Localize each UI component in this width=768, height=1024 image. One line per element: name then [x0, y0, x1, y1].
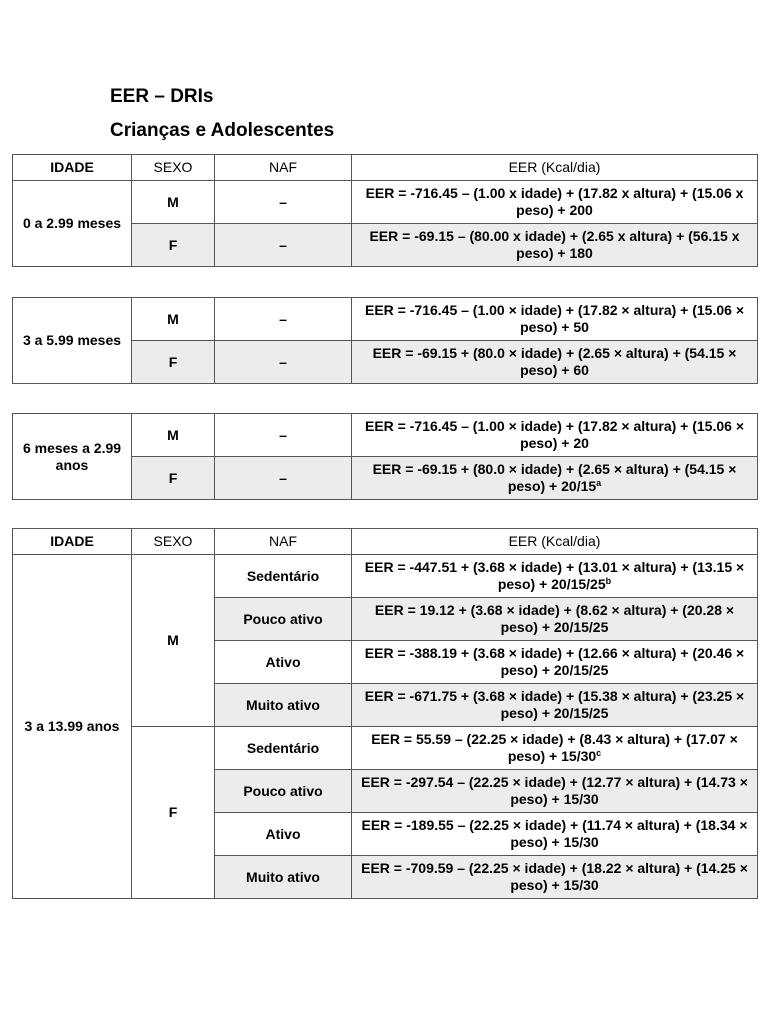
- page-title: EER – DRIs: [110, 86, 214, 107]
- formula-cell: EER = -69.15 + (80.0 × idade) + (2.65 × altura) + (54.15 × peso) + 60: [352, 341, 758, 384]
- sex-cell: M: [132, 181, 215, 224]
- table-header-row: [13, 529, 758, 555]
- header-idade: IDADE: [13, 155, 132, 181]
- eer-table-0-3-months: [12, 154, 758, 267]
- formula-cell: EER = -189.55 – (22.25 × idade) + (11.74 × altura) + (18.34 × peso) + 15/30: [352, 813, 758, 856]
- header-eer: EER (Kcal/dia): [352, 529, 758, 555]
- formula-cell: EER = -716.45 – (1.00 × idade) + (17.82 × altura) + (15.06 × peso) + 20: [352, 414, 758, 457]
- formula-cell: EER = -388.19 + (3.68 × idade) + (12.66 × altura) + (20.46 × peso) + 20/15/25: [352, 641, 758, 684]
- formula-cell: EER = -709.59 – (22.25 × idade) + (18.22 × altura) + (14.25 × peso) + 15/30: [352, 856, 758, 899]
- naf-cell: Sedentário: [215, 555, 352, 598]
- eer-table-3-14-years: [12, 528, 758, 899]
- naf-cell: Ativo: [215, 641, 352, 684]
- table-header-row: [13, 155, 758, 181]
- sex-cell: F: [132, 457, 215, 500]
- table-row: [13, 414, 758, 457]
- formula-cell: EER = -716.45 – (1.00 × idade) + (17.82 × altura) + (15.06 × peso) + 50: [352, 298, 758, 341]
- eer-table-3-6-months: [12, 297, 758, 384]
- naf-cell: –: [215, 341, 352, 384]
- naf-cell: Muito ativo: [215, 684, 352, 727]
- sex-cell: M: [132, 414, 215, 457]
- header-eer: EER (Kcal/dia): [352, 155, 758, 181]
- naf-cell: Ativo: [215, 813, 352, 856]
- age-cell: 0 a 2.99 meses: [13, 181, 132, 267]
- footnote-marker: c: [596, 748, 602, 758]
- naf-cell: –: [215, 457, 352, 500]
- naf-cell: –: [215, 224, 352, 267]
- header-sexo: SEXO: [132, 529, 215, 555]
- eer-table-6-months-3-years: [12, 413, 758, 500]
- formula-cell: EER = -671.75 + (3.68 × idade) + (15.38 × altura) + (23.25 × peso) + 20/15/25: [352, 684, 758, 727]
- footnote-marker: b: [605, 576, 612, 586]
- naf-cell: Pouco ativo: [215, 770, 352, 813]
- table-row: [13, 555, 758, 598]
- formula-cell: EER = -447.51 + (3.68 × idade) + (13.01 × altura) + (13.15 × peso) + $20/15/25^b$: [352, 555, 758, 598]
- sex-cell: F: [132, 727, 215, 899]
- formula-cell: EER = 55.59 – (22.25 × idade) + (8.43 × altura) + (17.07 × peso) + $15/30^c$: [352, 727, 758, 770]
- naf-cell: Muito ativo: [215, 856, 352, 899]
- header-naf: NAF: [215, 155, 352, 181]
- naf-cell: Pouco ativo: [215, 598, 352, 641]
- naf-cell: –: [215, 181, 352, 224]
- naf-cell: –: [215, 298, 352, 341]
- naf-cell: –: [215, 414, 352, 457]
- page-subtitle: Crianças e Adolescentes: [110, 120, 335, 141]
- formula-cell: EER = -69.15 + (80.0 × idade) + (2.65 × altura) + (54.15 × peso) + $20/15^a$: [352, 457, 758, 500]
- footnote-marker: a: [596, 478, 602, 488]
- formula-cell: EER = -69.15 – (80.00 x idade) + (2.65 x altura) + (56.15 x peso) + 180: [352, 224, 758, 267]
- header-idade: IDADE: [13, 529, 132, 555]
- table-row: [13, 181, 758, 224]
- age-cell: 3 a 5.99 meses: [13, 298, 132, 384]
- age-cell: 6 meses a 2.99 anos: [13, 414, 132, 500]
- formula-cell: EER = -716.45 – (1.00 x idade) + (17.82 x altura) + (15.06 x peso) + 200: [352, 181, 758, 224]
- sex-cell: F: [132, 224, 215, 267]
- formula-cell: EER = -297.54 – (22.25 × idade) + (12.77 × altura) + (14.73 × peso) + 15/30: [352, 770, 758, 813]
- header-sexo: SEXO: [132, 155, 215, 181]
- sex-cell: M: [132, 298, 215, 341]
- formula-cell: EER = 19.12 + (3.68 × idade) + (8.62 × altura) + (20.28 × peso) + 20/15/25: [352, 598, 758, 641]
- table-row: [13, 298, 758, 341]
- header-naf: NAF: [215, 529, 352, 555]
- age-cell: 3 a 13.99 anos: [13, 555, 132, 899]
- naf-cell: Sedentário: [215, 727, 352, 770]
- sex-cell: F: [132, 341, 215, 384]
- sex-cell: M: [132, 555, 215, 727]
